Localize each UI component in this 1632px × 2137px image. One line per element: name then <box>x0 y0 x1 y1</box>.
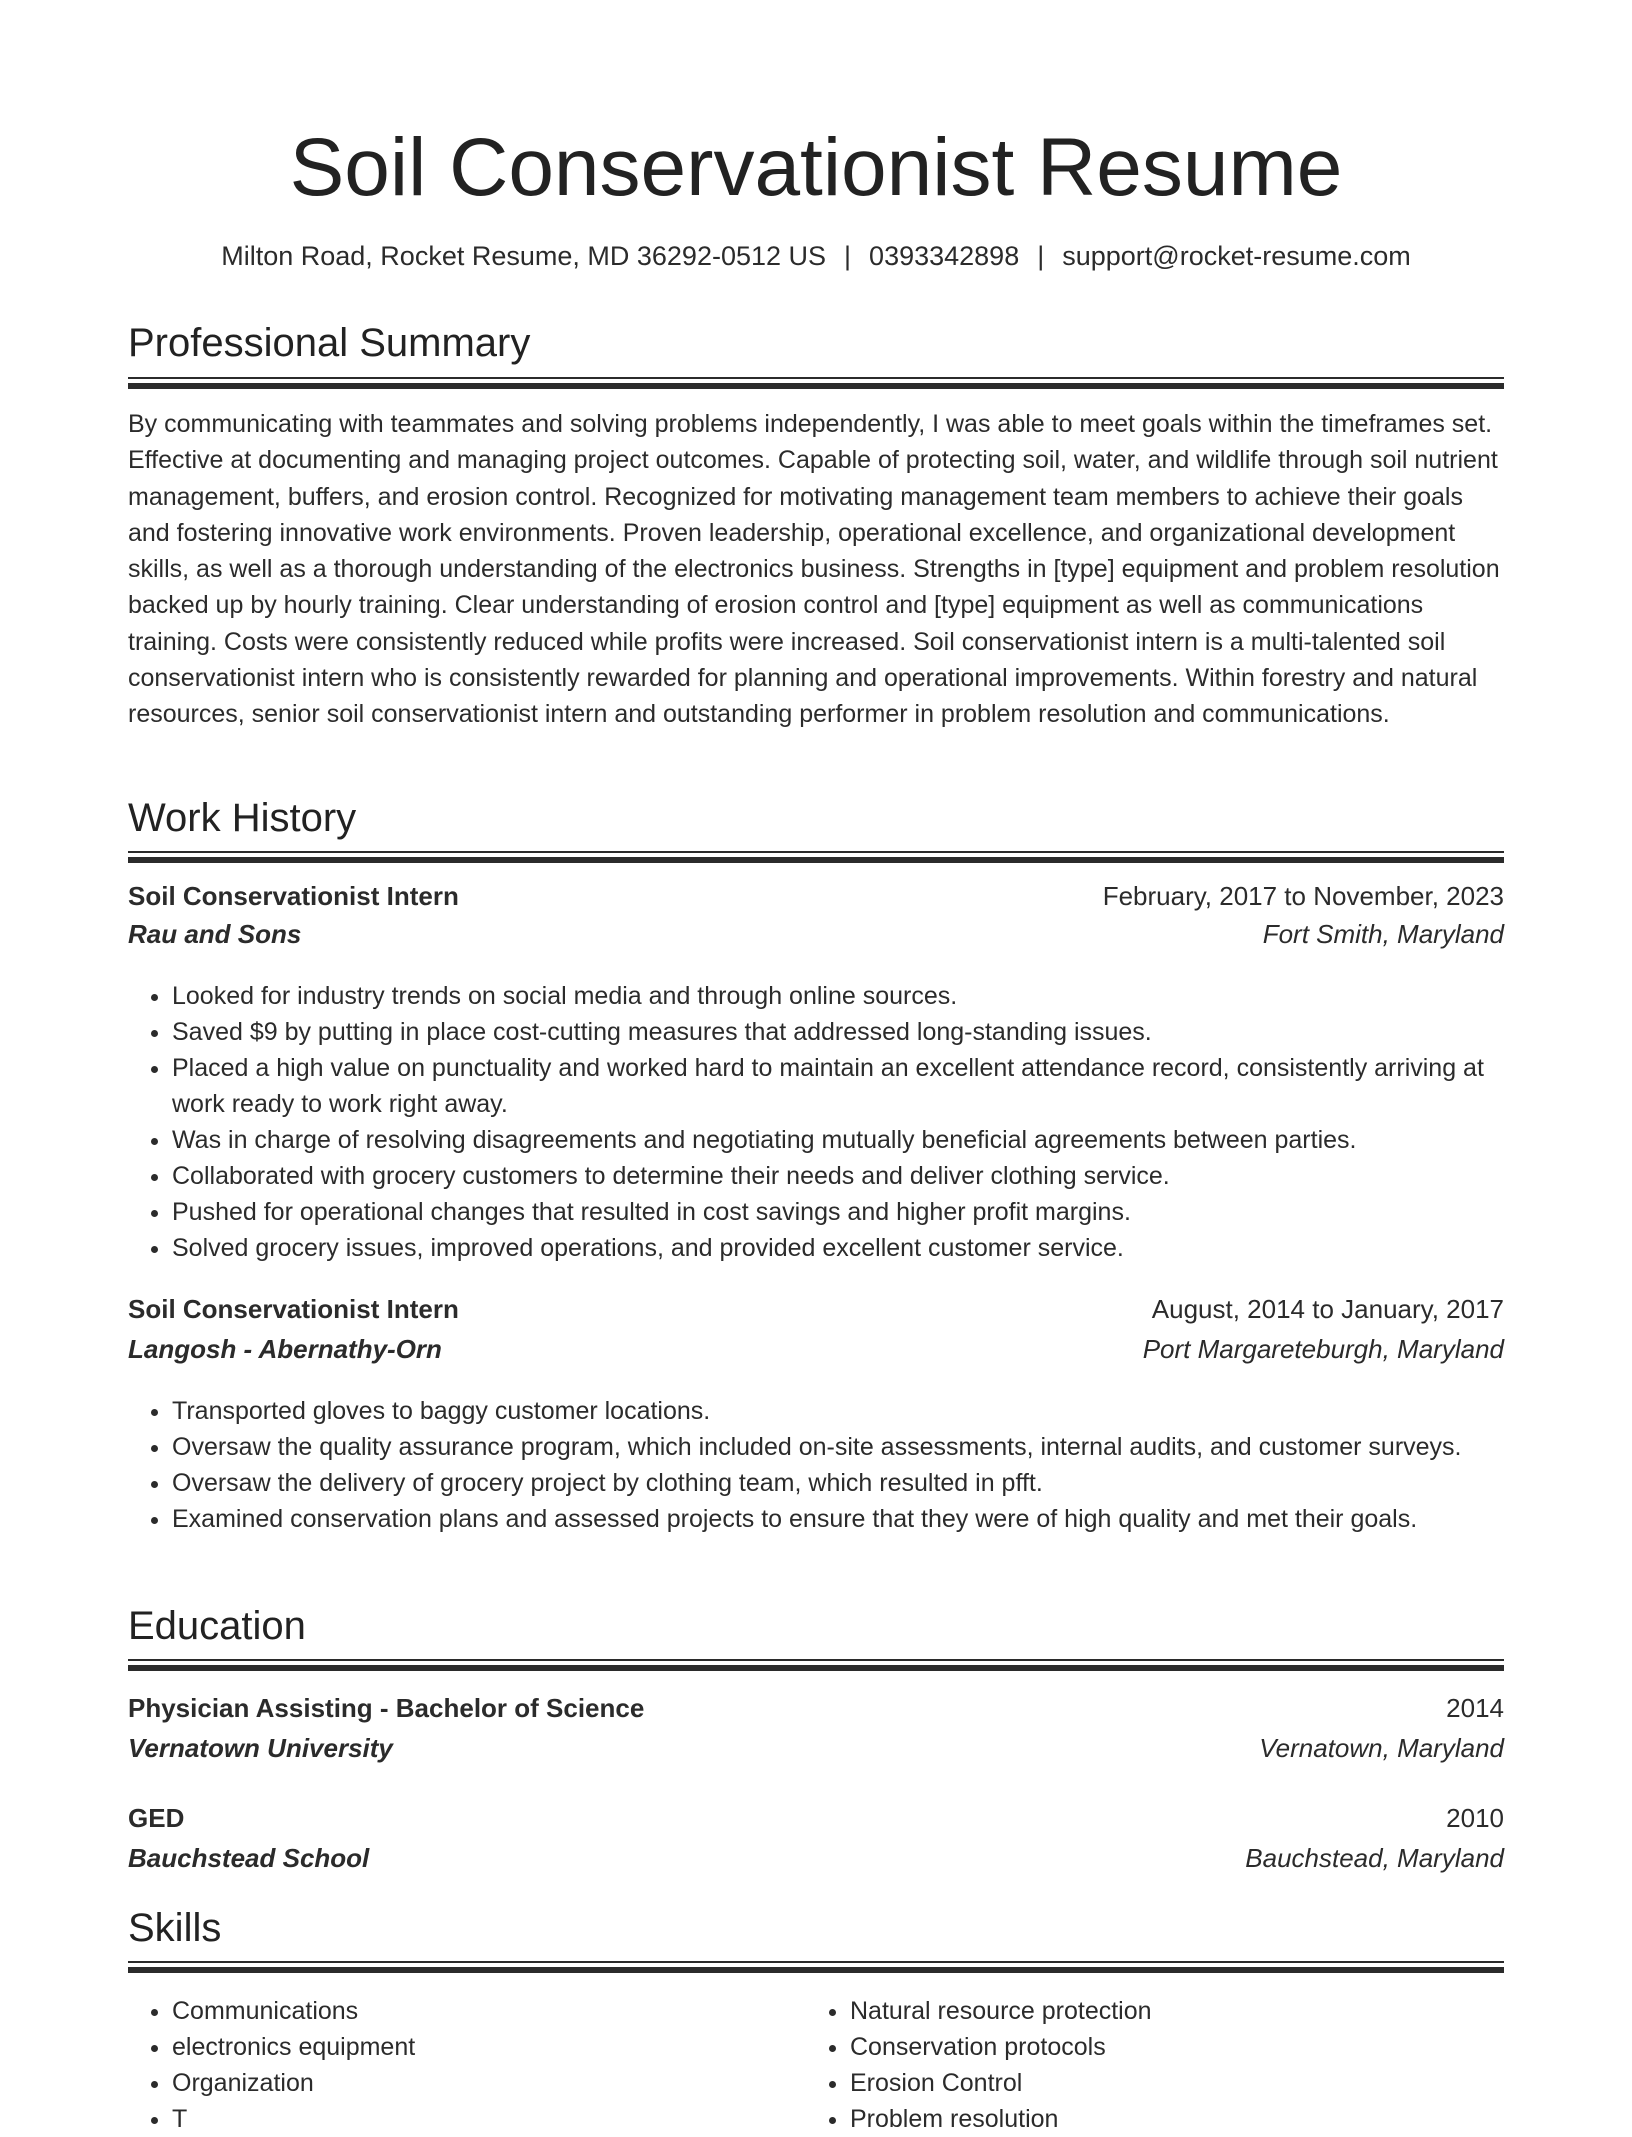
education-location: Vernatown, Maryland <box>1259 1733 1504 1763</box>
skill-item: • Erosion Control <box>850 2065 1446 2101</box>
section-heading-skills: Skills <box>128 1906 222 1950</box>
education-school: Vernatown University <box>128 1733 393 1763</box>
summary-text: By communicating with teammates and solving problems independently, I was able to meet goals within the timeframes set. Effective at documenting and managing project outcomes. Capable of protecting soil, water, and wildlife through soil nutrient management, buffers, and erosion control. Recognized for motivating management team members to achieve their goals and fostering innovative work environments. Proven leadership, operational excellence, and organizational development skills, as well as a thorough understanding of the electronics business. Strengths in [type] equipment and problem resolution backed up by hourly training. Clear understanding of erosion control and [type] equipment as well as communications training. Costs were consistently reduced while profits were increased. Soil conservationist intern is a multi-talented soil conservationist intern who is consistently rewarded for planning and operational improvements. Within forestry and natural resources, senior soil conservationist intern and outstanding performer in problem resolution and communications. <box>128 410 1500 729</box>
job-header <box>128 1290 1504 1328</box>
list-item: • Collaborated with grocery customers to determine their needs and deliver clothing service. <box>172 1158 1504 1194</box>
job-subheader <box>128 915 1504 953</box>
job-location: Fort Smith, Maryland <box>1262 919 1504 949</box>
job-bullet-list <box>128 1393 1504 1537</box>
education-year: 2014 <box>1446 1693 1504 1723</box>
contact-separator: | <box>844 241 852 271</box>
list-item: • Examined conservation plans and assessed projects to ensure that they were of high quality and met their goals. <box>172 1501 1504 1537</box>
job-header <box>128 877 1504 915</box>
list-item: • Transported gloves to baggy customer locations. <box>172 1393 1504 1429</box>
list-item: • Pushed for operational changes that resulted in cost savings and higher profit margins. <box>172 1194 1504 1230</box>
education-school: Bauchstead School <box>128 1843 370 1873</box>
education-location: Bauchstead, Maryland <box>1245 1843 1504 1873</box>
contact-address: Milton Road, Rocket Resume, MD 36292-0512 US <box>221 241 827 271</box>
section-divider <box>128 1961 1504 1973</box>
job-dates: August, 2014 to January, 2017 <box>1151 1294 1504 1324</box>
skills-list-left <box>128 1993 768 2137</box>
contact-line <box>0 236 1632 276</box>
contact-email[interactable]: support@rocket-resume.com <box>1062 241 1411 271</box>
skill-item: • Conservation protocols <box>850 2029 1446 2065</box>
section-heading-education: Education <box>128 1604 306 1648</box>
job-company: Rau and Sons <box>128 919 302 949</box>
education-degree: Physician Assisting - Bachelor of Science <box>128 1693 645 1723</box>
section-divider <box>128 851 1504 863</box>
job-company: Langosh - Abernathy-Orn <box>128 1334 442 1364</box>
section-divider <box>128 377 1504 389</box>
list-item: • Placed a high value on punctuality and worked hard to maintain an excellent attendance record, consistently arriving at work ready to work right away. <box>172 1050 1504 1122</box>
skills-list-right <box>806 1993 1446 2137</box>
section-heading-work: Work History <box>128 796 357 840</box>
education-subheader <box>128 1729 1504 1767</box>
skill-item: • Problem resolution <box>850 2101 1446 2137</box>
section-divider <box>128 1659 1504 1671</box>
list-item: • Was in charge of resolving disagreements and negotiating mutually beneficial agreements between parties. <box>172 1122 1504 1158</box>
skill-item: • electronics equipment <box>172 2029 768 2065</box>
job-title: Soil Conservationist Intern <box>128 881 459 911</box>
skill-item: • Natural resource protection <box>850 1993 1446 2029</box>
job-location: Port Margareteburgh, Maryland <box>1142 1334 1504 1364</box>
job-title: Soil Conservationist Intern <box>128 1294 459 1324</box>
list-item: • Oversaw the quality assurance program, which included on-site assessments, internal audits, and customer surveys. <box>172 1429 1504 1465</box>
skill-item: • Communications <box>172 1993 768 2029</box>
resume-title: Soil Conservationist Resume <box>289 122 1343 213</box>
skill-item: • Organization <box>172 2065 768 2101</box>
job-bullet-list <box>128 978 1504 1266</box>
list-item: • Oversaw the delivery of grocery project by clothing team, which resulted in pfft. <box>172 1465 1504 1501</box>
list-item: • Solved grocery issues, improved operations, and provided excellent customer service. <box>172 1230 1504 1266</box>
education-header <box>128 1799 1504 1837</box>
skill-item: • T <box>172 2101 768 2137</box>
job-dates: February, 2017 to November, 2023 <box>1102 881 1504 911</box>
list-item: • Saved $9 by putting in place cost-cutting measures that addressed long-standing issues. <box>172 1014 1504 1050</box>
education-subheader <box>128 1839 1504 1877</box>
contact-phone: 0393342898 <box>869 241 1020 271</box>
section-heading-summary: Professional Summary <box>128 321 531 365</box>
job-subheader <box>128 1330 1504 1368</box>
contact-separator: | <box>1037 241 1045 271</box>
education-degree: GED <box>128 1803 185 1833</box>
education-year: 2010 <box>1446 1803 1504 1833</box>
education-header <box>128 1689 1504 1727</box>
list-item: • Looked for industry trends on social media and through online sources. <box>172 978 1504 1014</box>
